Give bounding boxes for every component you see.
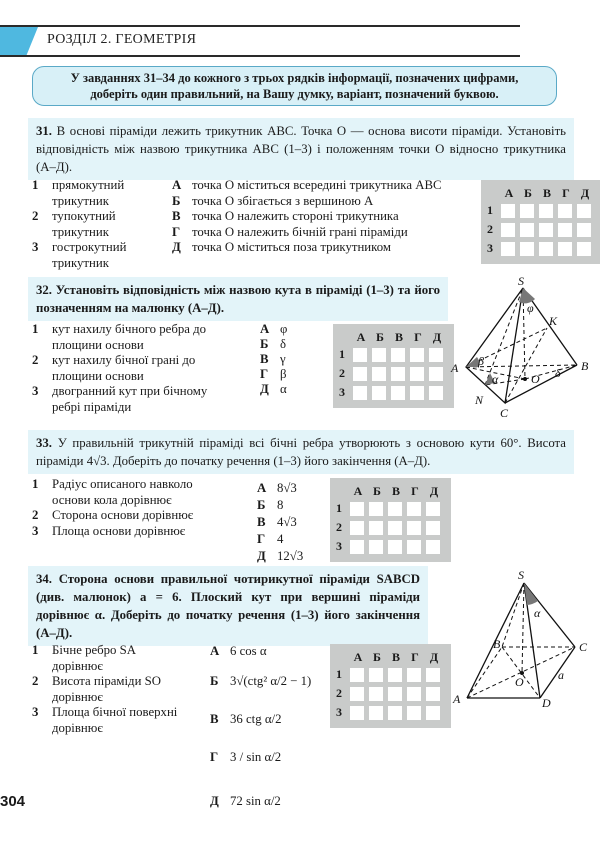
answer-cell[interactable]	[407, 706, 421, 720]
answer-cell[interactable]	[539, 242, 553, 256]
task-32-left-options	[32, 322, 232, 415]
answer-cell[interactable]	[501, 223, 515, 237]
answer-cell[interactable]	[410, 386, 424, 400]
instruction-callout	[32, 66, 557, 106]
answer-cell[interactable]	[372, 386, 386, 400]
svg-text:β: β	[478, 354, 484, 368]
svg-text:K: K	[549, 314, 558, 328]
task-32-left-3: 3 двогранний кут при бічному ребрі піраміди	[32, 384, 208, 414]
svg-text:C: C	[579, 640, 588, 654]
answer-cell[interactable]	[350, 706, 364, 720]
task-34-answer-grid: А Б В Г Д 1 2 3	[330, 644, 451, 728]
svg-text:O: O	[515, 675, 524, 689]
header-rule-bottom	[0, 55, 520, 57]
svg-text:a: a	[558, 668, 564, 682]
task-32-right-options: А φ Б δ В γ Г β Д α	[260, 322, 288, 396]
answer-cell[interactable]	[372, 367, 386, 381]
answer-cell[interactable]	[369, 668, 383, 682]
answer-cell[interactable]	[388, 521, 402, 535]
answer-cell[interactable]	[350, 540, 364, 554]
answer-cell[interactable]	[388, 668, 402, 682]
answer-cell[interactable]	[577, 204, 591, 218]
task-33-left-options: 1 Радіус описаного навколо основи кола дорівнює 2 Сторона основи дорівнює 3 Площа основи дорівнює	[32, 477, 194, 538]
quadrilateral-pyramid-figure	[445, 565, 600, 710]
answer-cell[interactable]	[520, 223, 534, 237]
svg-text:C: C	[500, 406, 509, 420]
answer-cell[interactable]	[388, 502, 402, 516]
svg-text:α: α	[492, 372, 499, 386]
task-31-left-options	[32, 178, 162, 271]
answer-cell[interactable]	[426, 706, 440, 720]
task-34-left-options: 1 Бічне ребро SA дорівнює 2 Висота піраміди SO дорівнює 3 Площа бічної поверхні дорівнює	[32, 643, 178, 735]
answer-cell[interactable]	[577, 223, 591, 237]
svg-text:α: α	[534, 606, 541, 620]
answer-cell[interactable]	[426, 502, 440, 516]
answer-cell[interactable]	[407, 540, 421, 554]
task-31-right-a: А точка O міститься всередині трикутника ABC	[172, 178, 442, 192]
answer-cell[interactable]	[558, 242, 572, 256]
answer-cell[interactable]	[350, 687, 364, 701]
svg-text:N: N	[475, 393, 484, 407]
answer-cell[interactable]	[501, 204, 515, 218]
answer-cell[interactable]	[410, 348, 424, 362]
answer-cell[interactable]	[353, 386, 367, 400]
task-31-right-g: Г точка O належить бічній грані піраміди	[172, 224, 408, 239]
answer-cell[interactable]	[369, 706, 383, 720]
answer-cell[interactable]	[429, 386, 443, 400]
section-color-band	[0, 27, 38, 55]
svg-text:B: B	[493, 637, 501, 651]
task-32-left-1: 1 кут нахилу бічного ребра до площини основи	[32, 322, 207, 352]
answer-cell[interactable]	[391, 386, 405, 400]
answer-cell[interactable]	[388, 540, 402, 554]
svg-text:A: A	[453, 692, 461, 706]
triangular-pyramid-figure	[445, 275, 600, 425]
task-33-right-options: А 8√3 Б 8 В 4√3 Г 4 Д 12√3	[257, 481, 304, 563]
task-31-left-1: 1 прямокутний трикутник	[32, 178, 125, 208]
section-title: РОЗДІЛ 2. ГЕОМЕТРІЯ	[47, 32, 197, 47]
label-S: S	[518, 275, 524, 288]
answer-cell[interactable]	[539, 223, 553, 237]
answer-cell[interactable]	[369, 502, 383, 516]
answer-cell[interactable]	[558, 223, 572, 237]
answer-cell[interactable]	[410, 367, 424, 381]
answer-cell[interactable]	[429, 348, 443, 362]
answer-cell[interactable]	[407, 668, 421, 682]
svg-text:φ: φ	[527, 301, 534, 315]
answer-cell[interactable]	[407, 521, 421, 535]
answer-cell[interactable]	[369, 540, 383, 554]
svg-text:O: O	[531, 372, 540, 386]
task-34-statement: 34. Сторона основи правильної чотирикутної піраміди SABCD (див. малюнок) a = 6. Плоский кут при вершині піраміди дорівнює α. Доберіть до початку речення (1–3) його закінчення (А–Д).	[28, 566, 428, 646]
answer-cell[interactable]	[520, 242, 534, 256]
answer-cell[interactable]	[388, 687, 402, 701]
answer-cell[interactable]	[391, 348, 405, 362]
task-31-right-options	[172, 178, 472, 256]
answer-cell[interactable]	[426, 668, 440, 682]
task-31-right-d: Д точка O міститься поза трикутником	[172, 240, 391, 254]
answer-cell[interactable]	[501, 242, 515, 256]
svg-text:S: S	[518, 568, 524, 582]
svg-text:δ: δ	[555, 366, 561, 380]
answer-cell[interactable]	[350, 668, 364, 682]
svg-text:A: A	[451, 361, 459, 375]
answer-cell[interactable]	[426, 687, 440, 701]
answer-cell[interactable]	[558, 204, 572, 218]
answer-cell[interactable]	[391, 367, 405, 381]
instruction-text: У завданнях 31–34 до кожного з трьох рядків інформації, позначених цифрами, доберіть один правильний, на Вашу думку, варіант, позначений буквою.	[70, 71, 519, 101]
answer-cell[interactable]	[372, 348, 386, 362]
answer-cell[interactable]	[520, 204, 534, 218]
answer-cell[interactable]	[407, 687, 421, 701]
answer-cell[interactable]	[369, 687, 383, 701]
task-33-answer-grid: А Б В Г Д 1 2 3	[330, 478, 451, 562]
task-32-answer-grid: А Б В Г Д 1 2 3	[333, 324, 454, 408]
task-31-right-b: Б точка O збігається з вершиною A	[172, 193, 374, 208]
task-32-statement: 32. Установіть відповідність між назвою кута в піраміді (1–3) та його позначенням на малюнку (А–Д).	[28, 277, 448, 321]
answer-cell[interactable]	[429, 367, 443, 381]
svg-text:B: B	[581, 359, 589, 373]
answer-cell[interactable]	[388, 706, 402, 720]
answer-cell[interactable]	[369, 521, 383, 535]
answer-cell[interactable]	[426, 521, 440, 535]
task-31-left-2: 2 тупокутний трикутник	[32, 209, 116, 239]
page-number: 304	[0, 793, 26, 810]
svg-text:D: D	[542, 696, 551, 710]
answer-cell[interactable]	[539, 204, 553, 218]
answer-cell[interactable]	[350, 502, 364, 516]
task-31-answer-grid: А Б В Г Д 1 2 3	[481, 180, 600, 264]
answer-cell[interactable]	[426, 540, 440, 554]
task-33-statement: 33. У правильній трикутній піраміді всі бічні ребра утворюють з основою кути 60°. Висота піраміди 4√3. Доберіть до початку речення (1–3) його закінчення (А–Д).	[28, 430, 574, 474]
header-rule-top	[0, 25, 520, 27]
answer-cell[interactable]	[577, 242, 591, 256]
task-31-left-3: 3 гострокутний трикутник	[32, 240, 127, 270]
answer-cell[interactable]	[353, 348, 367, 362]
task-31-statement: 31. В основі піраміди лежить трикутник ABC. Точка O — основа висоти піраміди. Установіть відповідність між назвою трикутника ABC (1–3) і положенням точки O відносно трикутника (А–Д).	[28, 118, 574, 180]
task-34-right-options: А 6 cos α Б 3√(ctg² α/2 − 1) В 36 ctg α/2 Г 3 / sin α/2 Д 72 sin α/2	[210, 644, 312, 808]
answer-cell[interactable]	[407, 502, 421, 516]
task-32-left-2: 2 кут нахилу бічної грані до площини основи	[32, 353, 196, 383]
answer-cell[interactable]	[353, 367, 367, 381]
answer-cell[interactable]	[350, 521, 364, 535]
task-31-right-v: В точка O належить стороні трикутника	[172, 209, 399, 223]
